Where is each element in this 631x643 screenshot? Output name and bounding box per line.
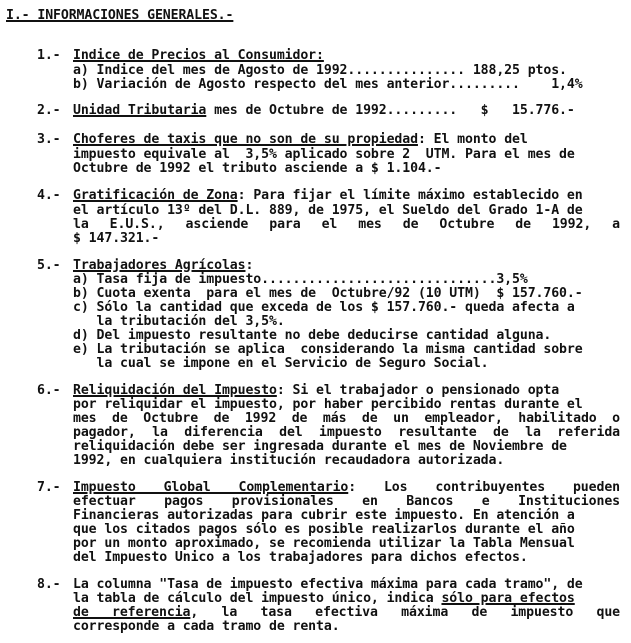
item-3-number: 3.- bbox=[37, 132, 61, 147]
item-4-text-1: : Para fijar el límite máximo establecido en bbox=[237, 188, 583, 203]
item-8-line-1: La columna "Tasa de impuesto efectiva máxima para cada tramo", de bbox=[73, 577, 583, 592]
item-5-line-e1: e) La tributación se aplica considerando la misma cantidad sobre bbox=[73, 342, 583, 357]
item-4-line-3: la E.U.S., asciende para el mes de Octubre de 1992, a bbox=[73, 217, 620, 232]
item-4-line-4: $ 147.321.- bbox=[73, 231, 160, 246]
item-4-line-1 bbox=[73, 188, 583, 203]
item-1-number: 1.- bbox=[37, 48, 61, 63]
item-5-line-d: d) Del impuesto resultante no debe deducirse cantidad alguna. bbox=[73, 328, 552, 343]
item-5-title: Trabajadores Agrícolas bbox=[73, 258, 246, 273]
item-6-line-6: 1992, en cualquiera institución recaudadora autorizada. bbox=[73, 453, 505, 468]
item-5-colon: : bbox=[245, 258, 254, 273]
item-3-line-3: Octubre de 1992 el tributo asciende a $ 1.104.- bbox=[73, 161, 442, 176]
item-2-line bbox=[73, 103, 575, 118]
item-1-line-b: b) Variación de Agosto respecto del mes anterior......... 1,4% bbox=[73, 77, 583, 92]
item-5-line-a: a) Tasa fija de impuesto..............................3,5% bbox=[73, 272, 528, 287]
item-6-line-4: pagador, la diferencia del impuesto resultante de la referida bbox=[73, 425, 620, 440]
item-2-text: mes de Octubre de 1992......... $ 15.776.- bbox=[206, 103, 575, 118]
item-8-emphasis-2: de referencia bbox=[73, 605, 191, 620]
item-7-line-6: del Impuesto Unico a los trabajadores para dichos efectos. bbox=[73, 550, 528, 565]
item-4-line-2: el artículo 13º del D.L. 889, de 1975, el Sueldo del Grado 1-A de bbox=[73, 203, 583, 218]
item-6-number: 6.- bbox=[37, 383, 61, 398]
item-7-line-1 bbox=[73, 480, 620, 495]
item-8-line-3 bbox=[73, 605, 620, 620]
item-4-number: 4.- bbox=[37, 188, 61, 203]
item-6-line-5: reliquidación debe ser ingresada durante el mes de Noviembre de bbox=[73, 439, 567, 454]
item-7-line-2: efectuar pagos provisionales en Bancos e Instituciones bbox=[73, 494, 620, 509]
item-3-title: Choferes de taxis que no son de su propiedad bbox=[73, 132, 418, 147]
item-1-title: Indice de Precios al Consumidor: bbox=[73, 48, 324, 63]
item-7-line-3: Financieras autorizadas para cubrir este impuesto. En atención a bbox=[73, 508, 575, 523]
item-8-line-2 bbox=[73, 591, 575, 606]
item-7-number: 7.- bbox=[37, 480, 61, 495]
item-8-emphasis-1: sólo para efectos bbox=[441, 591, 575, 606]
item-5-line-e2: la cual se impone en el Servicio de Seguro Social. bbox=[73, 356, 489, 371]
item-6-title: Reliquidación del Impuesto bbox=[73, 383, 277, 398]
item-7-title: Impuesto Global Complementario bbox=[73, 480, 349, 495]
item-3-text-1: : El monto del bbox=[417, 132, 528, 147]
item-1-line-a: a) Indice del mes de Agosto de 1992............... 188,25 ptos. bbox=[73, 63, 567, 78]
item-6-line-3: mes de Octubre de 1992 de más de un empleador, habilitado o bbox=[73, 411, 620, 426]
item-5-number: 5.- bbox=[37, 258, 61, 273]
item-5-line-b: b) Cuota exenta para el mes de Octubre/92 (10 UTM) $ 157.760.- bbox=[73, 286, 583, 301]
item-5-title-line bbox=[73, 258, 253, 273]
item-3-line-1 bbox=[73, 132, 528, 147]
item-7-line-4: que los citados pagos sólo es posible realizarlos durante el año bbox=[73, 522, 575, 537]
item-8-number: 8.- bbox=[37, 577, 61, 592]
item-2-number: 2.- bbox=[37, 103, 61, 118]
item-7-line-5: por un monto aproximado, se recomienda utilizar la Tabla Mensual bbox=[73, 536, 575, 551]
item-6-text-1: : Si el trabajador o pensionado opta bbox=[276, 383, 560, 398]
item-8-line-4: corresponde a cada tramo de renta. bbox=[73, 619, 340, 634]
item-5-line-c1: c) Sólo la cantidad que exceda de los $ 157.760.- queda afecta a bbox=[73, 300, 575, 315]
item-8-text-2a: la tabla de cálculo del impuesto único, indica bbox=[73, 591, 442, 606]
section-header: I.- INFORMACIONES GENERALES.- bbox=[6, 8, 234, 23]
item-5-line-c2: la tributación del 3,5%. bbox=[73, 314, 285, 329]
item-6-line-1 bbox=[73, 383, 559, 398]
item-7-text-1: : Los contribuyentes pueden bbox=[348, 480, 621, 495]
item-6-line-2: por reliquidar el impuesto, por haber percibido rentas durante el bbox=[73, 397, 583, 412]
item-4-title: Gratificación de Zona bbox=[73, 188, 238, 203]
item-3-line-2: impuesto equivale al 3,5% aplicado sobre 2 UTM. Para el mes de bbox=[73, 147, 575, 162]
item-2-title: Unidad Tributaria bbox=[73, 103, 207, 118]
item-8-text-3b: , la tasa efectiva máxima de impuesto que bbox=[190, 605, 620, 620]
